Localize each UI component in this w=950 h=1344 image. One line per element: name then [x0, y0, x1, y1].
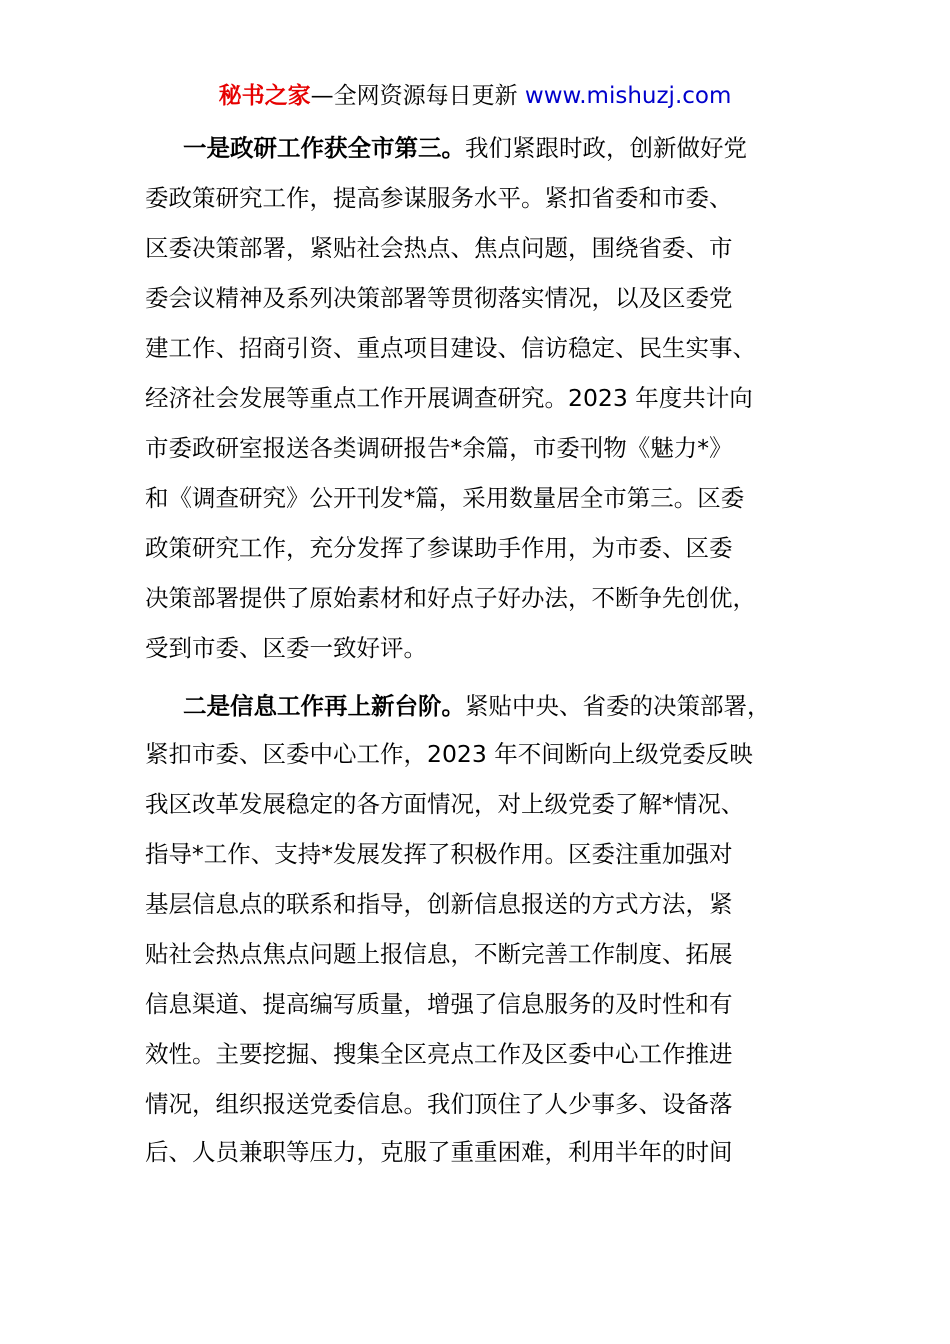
- paragraph-line: 指导*工作、支持*发展发挥了积极作用。区委注重加强对: [145, 840, 733, 868]
- site-url-link[interactable]: www.mishuzj.com: [524, 83, 732, 109]
- paragraph-1-first-line: [183, 132, 747, 164]
- site-header: [0, 80, 950, 112]
- paragraph-line: 受到市委、区委一致好评。: [145, 634, 427, 662]
- header-tagline: —全网资源每日更新: [310, 83, 525, 109]
- paragraph-line: 政策研究工作，充分发挥了参谋助手作用，为市委、区委: [145, 534, 733, 562]
- paragraph-line: 基层信息点的联系和指导，创新信息报送的方式方法，紧: [145, 890, 733, 918]
- paragraph-line: 区委决策部署，紧贴社会热点、焦点问题，围绕省委、市: [145, 234, 733, 262]
- paragraph-line: 市委政研室报送各类调研报告*余篇，市委刊物《魅力*》: [145, 434, 733, 462]
- paragraph-line: 经济社会发展等重点工作开展调查研究。2023 年度共计向: [145, 384, 753, 412]
- paragraph-line: 决策部署提供了原始素材和好点子好办法，不断争先创优，: [145, 584, 756, 612]
- paragraph-line: 紧贴中央、省委的决策部署，: [465, 692, 771, 720]
- paragraph-line: 效性。主要挖掘、搜集全区亮点工作及区委中心工作推进: [145, 1040, 733, 1068]
- paragraph-line: 委会议精神及系列决策部署等贯彻落实情况，以及区委党: [145, 284, 733, 312]
- paragraph-line: 委政策研究工作，提高参谋服务水平。紧扣省委和市委、: [145, 184, 733, 212]
- brand-name: 秘书之家: [218, 83, 311, 109]
- paragraph-1-lead: 一是政研工作获全市第三。: [183, 134, 465, 162]
- paragraph-line: 建工作、招商引资、重点项目建设、信访稳定、民生实事、: [145, 334, 756, 362]
- paragraph-2-lead: 二是信息工作再上新台阶。: [183, 692, 465, 720]
- paragraph-2-first-line: [183, 690, 771, 722]
- paragraph-line: 我们紧跟时政，创新做好党: [465, 134, 747, 162]
- paragraph-line: 情况，组织报送党委信息。我们顶住了人少事多、设备落: [145, 1090, 733, 1118]
- paragraph-line: 紧扣市委、区委中心工作，2023 年不间断向上级党委反映: [145, 740, 753, 768]
- paragraph-line: 和《调查研究》公开刊发*篇，采用数量居全市第三。区委: [145, 484, 745, 512]
- paragraph-line: 信息渠道、提高编写质量，增强了信息服务的及时性和有: [145, 990, 733, 1018]
- paragraph-line: 我区改革发展稳定的各方面情况，对上级党委了解*情况、: [145, 790, 745, 818]
- paragraph-line: 后、人员兼职等压力，克服了重重困难，利用半年的时间: [145, 1138, 733, 1166]
- paragraph-line: 贴社会热点焦点问题上报信息，不断完善工作制度、拓展: [145, 940, 733, 968]
